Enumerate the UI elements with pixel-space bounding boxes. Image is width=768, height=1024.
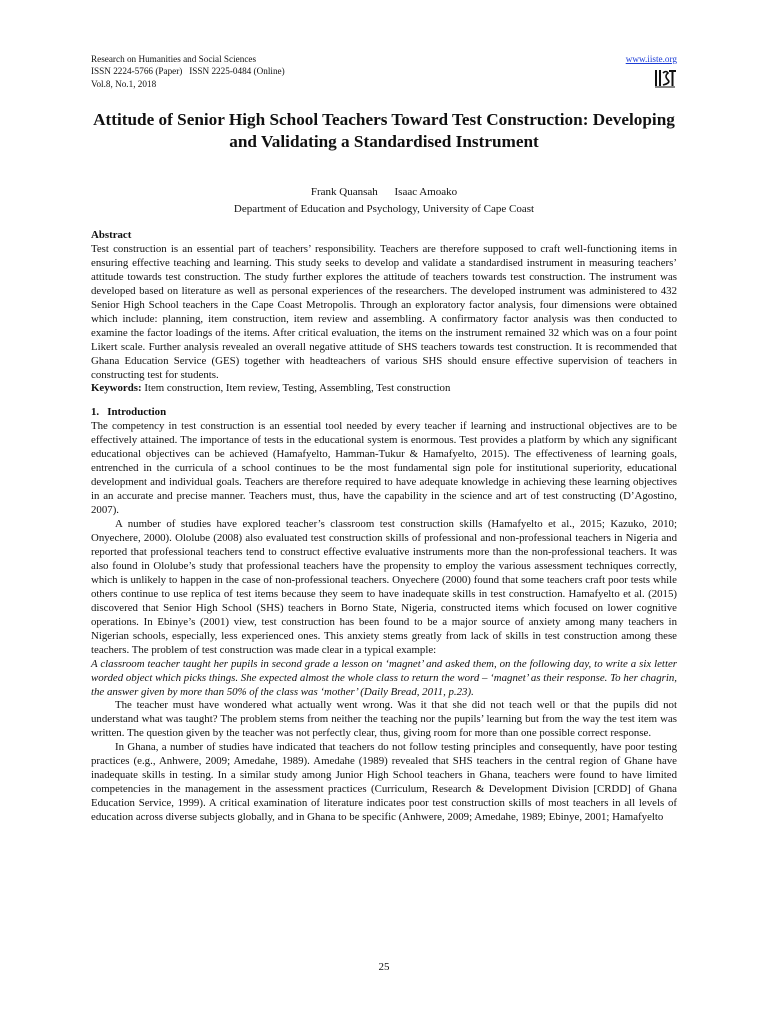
abstract-heading: Abstract bbox=[91, 229, 132, 241]
paragraph: The competency in test construction is an essential tool needed by every teacher if learning and instructional objectives are to be effectively attained. The importance of tests in the educational system is enormous. Test provides a platform by which any significant educational objectives can be achieved (Hamafyelto, Hamman-Tukur & Hamafyelto, 2015). The effectiveness of learning goals, entrenched in the curricula of a school continues to be the most fundamental sign pole for institutional superiority, educational development and individual goals. Teachers are therefore required to have adequate knowledge in achieving these learning objectives in an accurate and precise manner. Teachers must, thus, have the capability in the science and art of test constructing (D’Agostino, 2007). bbox=[91, 420, 677, 517]
author-name: Frank Quansah bbox=[310, 186, 378, 198]
header-right bbox=[626, 53, 677, 94]
block-quote: A classroom teacher taught her pupils in second grade a lesson on ‘magnet’ and asked them, on the following day, to write a six letter worded object which picks things. She expected almost the whole class to return the word – ‘magnet’ as their response. To her chagrin, the answer given by more than 50% of the class was ‘mother’ (Daily Bread, 2011, p.23). bbox=[91, 657, 677, 698]
affiliation: Department of Education and Psychology, University of Cape Coast bbox=[233, 203, 535, 215]
running-header bbox=[91, 53, 285, 90]
paragraph: In Ghana, a number of studies have indicated that teachers do not follow testing principles and consequently, have poor testing practices (e.g., Anhwere, 2009; Amedahe, 1989). Amedahe (1989) revealed that SHS teachers in the central region of Ghane have inadequate skills in testing. In a similar study among Junior High School teachers in Ghana, teachers were found to have limited competencies in the management in the assessment practices (Curriculum, Research & Development Division [CRDD] of Ghana Education Service, 1999). A critical examination of literature indicates poor test construction skills of most teachers in all levels of education across diverse subjects globally, and in Ghana to be specific (Anhwere, 2009; Amedahe, 1989; Ebinye, 2001; Hamafyelto bbox=[91, 741, 677, 824]
section-heading-introduction: 1. Introduction bbox=[91, 406, 167, 419]
keywords-label: Keywords: bbox=[91, 382, 142, 395]
journal-name: Research on Humanities and Social Sciences bbox=[91, 54, 257, 64]
issn-line: ISSN 2224-5766 (Paper) ISSN 2225-0484 (Online) bbox=[91, 66, 285, 77]
paragraph: A number of studies have explored teacher’s classroom test construction skills (Hamafyelto et al., 2015; Kazuko, 2010; Onyechere, 2000). Ololube (2008) also evaluated test construction skills of professional and non-professional teachers in Nigeria and reported that professional teachers tend to construct effective evaluative instruments more than the non-professional teachers. It was also found in Ololube’s study that professional teachers have the propensity to employ the various assessment techniques correctly, which is unlikely to happen in the case of non-professional teachers. Onyechere (2000) found that some teachers craft poor tests while others continue to use replica of test items because they seem to have inadequate skills in test construction. Hamafyelto et al. (2015) discovered that Senior High School (SHS) teachers in Borno State, Nigeria, constructed items which focused on lower cognitive operations. In Ebinye’s (2001) view, test construction has been found to be a major source of anxiety among many teachers in Nigerian schools, especially, less experienced ones. This anxiety stems greatly from lack of skills in test construction among these teachers. The problem of test construction was made clear in a typical example: bbox=[91, 518, 677, 656]
author-list bbox=[91, 185, 677, 199]
paragraph: The teacher must have wondered what actually went wrong. Was it that she did not teach well or that the pupils did not understand what was taught? The problem stems from neither the teaching nor the pupils’ learning but from the way the test item was written. The question given by the teacher was not perfectly clear, thus, giving room for more than one possible correct response. bbox=[91, 699, 677, 740]
volume-line: Vol.8, No.1, 2018 bbox=[91, 78, 157, 89]
iiste-logo-icon bbox=[653, 67, 677, 89]
journal-url-link[interactable]: www.iiste.org bbox=[625, 54, 677, 64]
page-number: 25 bbox=[378, 961, 390, 973]
keywords-line bbox=[91, 382, 677, 396]
article-body bbox=[91, 229, 677, 825]
paper-title: Attitude of Senior High School Teachers Toward Test Construction: Developing and Validating a Standardised Instrument bbox=[93, 110, 675, 151]
keywords-text: Item construction, Item review, Testing, Assembling, Test construction bbox=[144, 382, 451, 395]
abstract-text: Test construction is an essential part of teachers’ responsibility. Teachers are therefore supposed to craft well-functioning items in ensuring effective teaching and learning. This study seeks to develop and validate a standardised instrument in measuring teachers’ attitude towards test construction. The study further explores the attitude of teachers towards test construction. The instrument was developed based on literature as well as personal experiences of the researchers. The developed instrument was administered to 432 Senior High School teachers in the Cape Coast Metropolis. Through an exploratory factor analysis, four dimensions were obtained which include: planning, item construction, item review and assembling. A confirmatory factor analysis was then conducted to examine the factor loadings of the items. After critical evaluation, the items on the instrument remained 32 which was on a four point Likert scale. Further analysis revealed an overall negative attitude of SHS teachers towards test construction. It is recommended that Ghana Education Service (GES) together with headteachers of various SHS should ensure effective supervision of teachers in constructing test for students. bbox=[91, 242, 677, 381]
author-name: Isaac Amoako bbox=[394, 186, 458, 198]
